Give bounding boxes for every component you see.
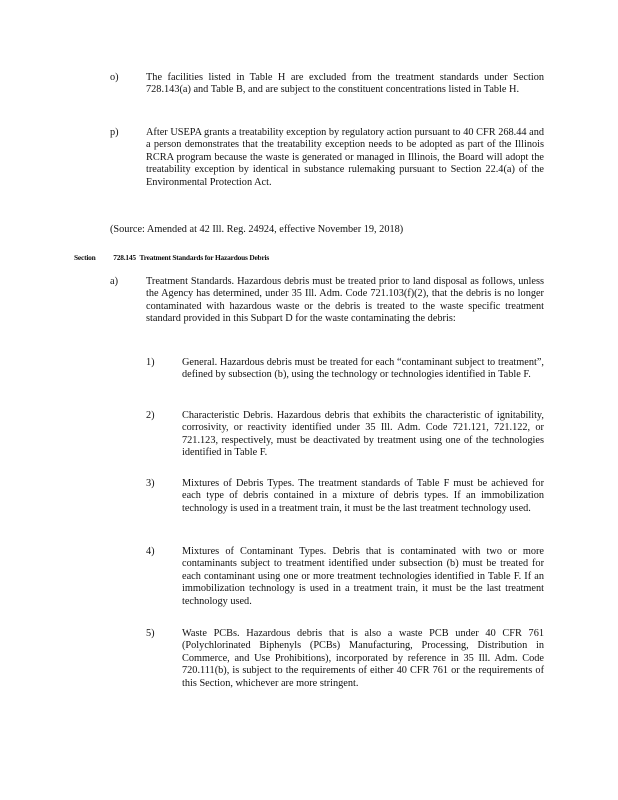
subsection-a-text: Treatment Standards. Hazardous debris must be treated prior to land disposal as follows, unless the Agency has determined, under 35 Ill. Adm. Code 721.103(f)(2), that the debris is no longer contaminated with hazardous waste or the debris is treated to the waste specific treatment standard provided in this Subpart D for the waste contaminating the debris: xyxy=(146,276,544,325)
subsection-a-label: a) xyxy=(110,276,118,287)
item-4-text: Mixtures of Contaminant Types. Debris that is contaminated with two or more contaminants subject to treatment identified under subsection (b) must be treated for each contaminant using one or more treatment technologies identified in Table F. If an immobilization technology is used in a treatment train, it must be the last treatment technology used. xyxy=(182,546,544,607)
item-1-text: General. Hazardous debris must be treated for each “contaminant subject to treatment”, defined by subsection (b), using the technology or technologies identified in Table F. xyxy=(182,357,544,381)
section-title: Treatment Standards for Hazardous Debris xyxy=(139,253,270,262)
source-note: (Source: Amended at 42 Ill. Reg. 24924, effective November 19, 2018) xyxy=(110,224,404,235)
item-5-text: Waste PCBs. Hazardous debris that is also a waste PCB under 40 CFR 761 (Polychlorinated Biphenyls (PCBs) Manufacturing, Processing, Distribution in Commerce, and Use Prohibitions), incorporated by reference in 35 Ill. Adm. Code 720.111(b), is subject to the requirements of either 40 CFR 761 or the requirements of this Section, whichever are more stringent. xyxy=(182,628,544,689)
item-3-label: 3) xyxy=(146,478,155,489)
section-number: 728.145 xyxy=(113,253,136,262)
item-5-label: 5) xyxy=(146,628,155,639)
paragraph-p-text: After USEPA grants a treatability exception by regulatory action pursuant to 40 CFR 268.44 and a person demonstrates that the treatability exception needs to be adopted as part of the Illinois RCRA program because the waste is generated or managed in Illinois, the Board will adopt the treatability exception by identical in substance rulemaking pursuant to Section 22.4(a) of the Environmental Protection Act. xyxy=(146,127,544,188)
item-1-label: 1) xyxy=(146,357,155,368)
paragraph-p-label: p) xyxy=(110,127,119,138)
section-heading xyxy=(74,253,269,262)
section-label: Section xyxy=(74,253,96,262)
item-4-label: 4) xyxy=(146,546,155,557)
item-2-label: 2) xyxy=(146,410,155,421)
paragraph-o-text: The facilities listed in Table H are excluded from the treatment standards under Section 728.143(a) and Table B, and are subject to the constituent concentrations listed in Table H. xyxy=(146,72,544,96)
item-2-text: Characteristic Debris. Hazardous debris that exhibits the characteristic of ignitability, corrosivity, or reactivity identified under 35 Ill. Adm. Code 721.121, 721.122, or 721.123, respectively, must be deactivated by treatment using one of the technologies identified in Table F. xyxy=(182,410,544,459)
paragraph-o-label: o) xyxy=(110,72,119,83)
item-3-text: Mixtures of Debris Types. The treatment standards of Table F must be achieved for each type of debris contained in a mixture of debris types. If an immobilization technology is used in a treatment train, it must be the last treatment technology used. xyxy=(182,478,544,514)
